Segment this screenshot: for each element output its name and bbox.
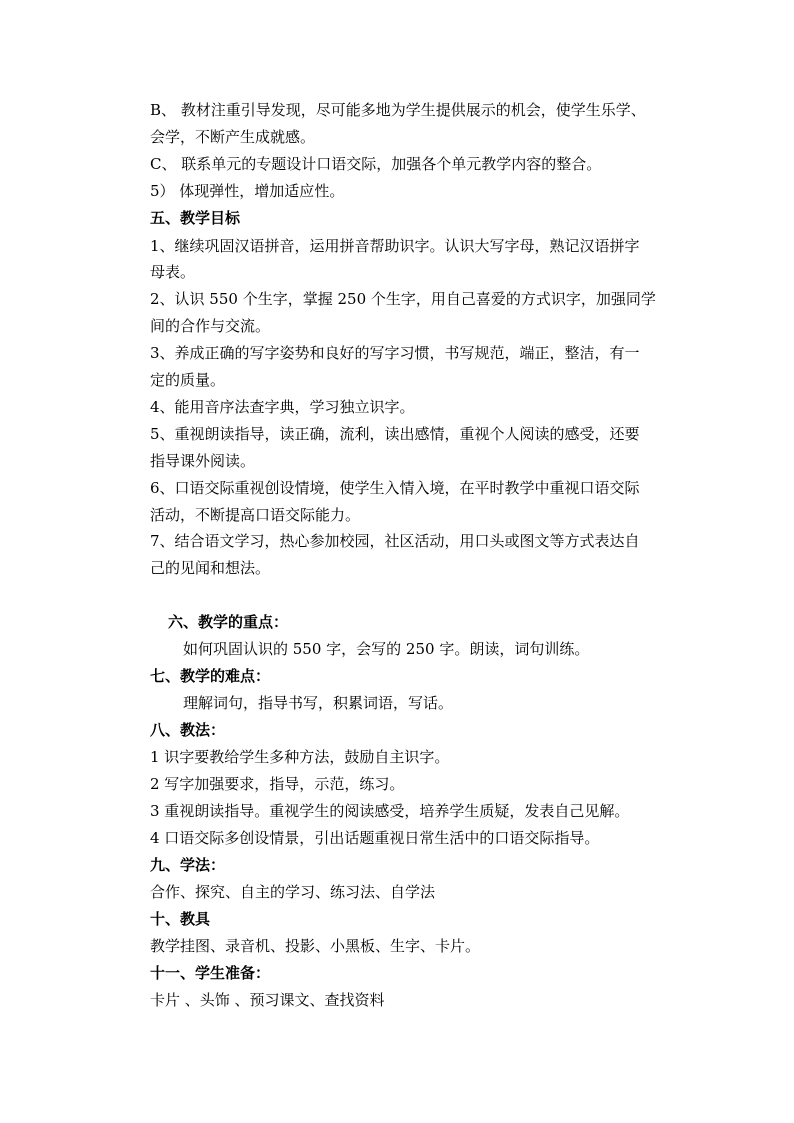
goal-7-line1: 7、结合语文学习，热心参加校园，社区活动，用口头或图文等方式表达自 (150, 532, 640, 550)
feature-c: C、 联系单元的专题设计口语交际，加强各个单元教学内容的整合。 (150, 155, 602, 173)
tools-heading: 十、教具 (150, 910, 211, 928)
tools-text: 教学挂图、录音机、投影、小黑板、生字、卡片。 (150, 937, 481, 955)
difficulties-text: 理解词句，指导书写，积累词语，写话。 (183, 694, 454, 712)
prep-text: 卡片 、头饰 、预习课文、查找资料 (150, 991, 385, 1009)
goal-6-line2: 活动，不断提高口语交际能力。 (150, 506, 361, 524)
feature-5: 5） 体现弹性，增加适应性。 (150, 182, 345, 200)
methods-heading: 八、教法： (150, 721, 226, 739)
key-points-heading: 六、教学的重点： (168, 613, 289, 631)
feature-b-line1: B、 教材注重引导发现，尽可能多地为学生提供展示的机会，使学生乐学、 (150, 101, 646, 119)
prep-heading: 十一、学生准备： (150, 964, 271, 982)
goals-heading: 五、教学目标 (150, 209, 241, 227)
key-points-text: 如何巩固认识的 550 字，会写的 250 字。朗读，词句训练。 (183, 640, 590, 658)
method-3: 3 重视朗读指导。重视学生的阅读感受，培养学生质疑，发表自己见解。 (150, 802, 630, 820)
method-4: 4 口语交际多创设情景，引出话题重视日常生活中的口语交际指导。 (150, 829, 600, 847)
goal-3-line2: 定的质量。 (150, 371, 226, 389)
goal-2-line2: 间的合作与交流。 (150, 317, 271, 335)
difficulties-heading: 七、教学的难点： (150, 667, 271, 685)
goal-7-line2: 己的见闻和想法。 (150, 559, 271, 577)
feature-b-line2: 会学，不断产生成就感。 (150, 128, 316, 146)
goal-6-line1: 6、口语交际重视创设情境，使学生入情入境，在平时教学中重视口语交际 (150, 479, 640, 497)
goal-1-line1: 1、继续巩固汉语拼音，运用拼音帮助识字。认识大写字母，熟记汉语拼字 (150, 237, 640, 255)
method-2: 2 写字加强要求，指导，示范，练习。 (150, 775, 405, 793)
goal-3-line1: 3、养成正确的写字姿势和良好的写字习惯，书写规范，端正，整洁，有一 (150, 344, 640, 362)
goal-5-line1: 5、重视朗读指导，读正确，流利，读出感情，重视个人阅读的感受，还要 (150, 425, 640, 443)
goal-2-line1: 2、认识 550 个生字，掌握 250 个生字，用自己喜爱的方式识字，加强同学 (150, 290, 656, 308)
goal-5-line2: 指导课外阅读。 (150, 452, 256, 470)
method-1: 1 识字要教给学生多种方法，鼓励自主识字。 (150, 748, 450, 766)
goal-4-line1: 4、能用音序法查字典，学习独立识字。 (150, 398, 415, 416)
learning-heading: 九、学法： (150, 856, 226, 874)
learning-text: 合作、探究、自主的学习、练习法、自学法 (150, 883, 436, 901)
goal-1-line2: 母表。 (150, 263, 196, 281)
